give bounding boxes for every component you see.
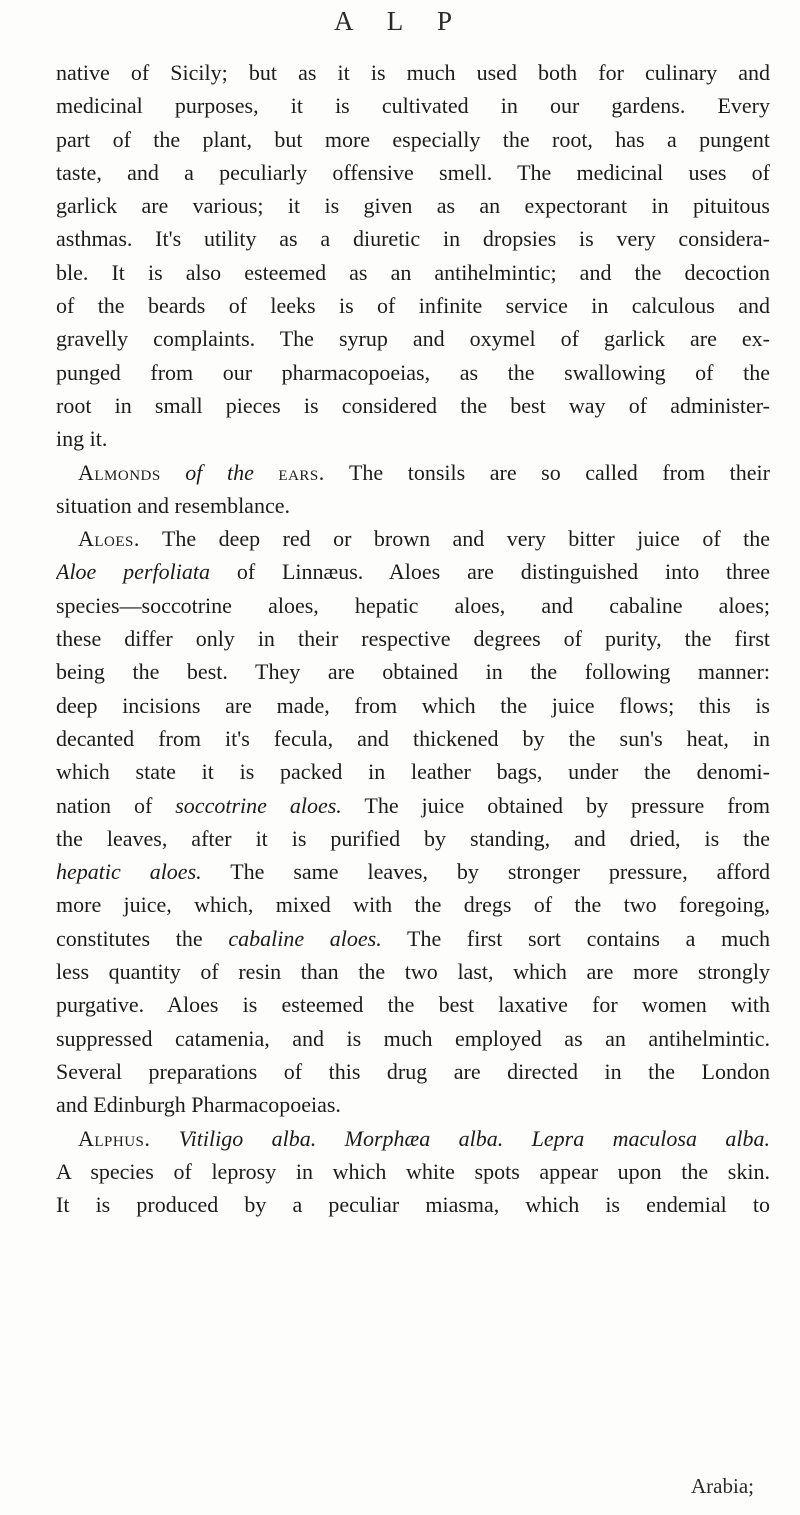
- text-line: [56, 1122, 770, 1155]
- headword: Aloes.: [78, 526, 140, 552]
- botanical-name: Aloe perfoliata: [56, 559, 210, 585]
- italic-term: cabaline aloes.: [228, 925, 382, 951]
- text-line: the leaves, after it is purified by standing, and dried, is the: [56, 825, 770, 851]
- text-line: punged from our pharmacopoeias, as the swallowing of the: [56, 359, 770, 385]
- text-line: gravelly complaints. The syrup and oxymel of garlick are ex-: [56, 326, 770, 352]
- text-line: A species of leprosy in which white spots appear upon the skin.: [56, 1158, 770, 1184]
- text-line: ble. It is also esteemed as an antihelmintic; and the decoction: [56, 259, 770, 285]
- text-line: species—soccotrine aloes, hepatic aloes, and cabaline aloes;: [56, 592, 770, 618]
- text-line: of the beards of leeks is of infinite service in calculous and: [56, 293, 770, 319]
- dictionary-text: [56, 56, 770, 1221]
- definition-text: nation of: [56, 792, 153, 818]
- text-line: It is produced by a peculiar miasma, which is endemial to: [56, 1192, 770, 1218]
- text-line: and Edinburgh Pharmacopoeias.: [56, 1092, 341, 1118]
- definition-text: constitutes the: [56, 925, 203, 951]
- text-line: suppressed catamenia, and is much employed as an antihelmintic.: [56, 1025, 770, 1051]
- catchword: Arabia;: [691, 1474, 754, 1498]
- definition-text: The same leaves, by stronger pressure, afford: [230, 859, 770, 885]
- definition-text: The first sort contains a much: [407, 925, 770, 951]
- text-line: [56, 922, 770, 955]
- text-line: taste, and a peculiarly offensive smell. The medicinal uses of: [56, 159, 770, 185]
- text-line: medicinal purposes, it is cultivated in our gardens. Every: [56, 93, 770, 119]
- headword-qualifier: of the: [185, 459, 254, 485]
- headword: Almonds: [78, 459, 161, 485]
- entry-garlick: [56, 56, 770, 456]
- headword: Alphus.: [78, 1125, 151, 1151]
- definition-text: of Linnæus. Aloes are distinguished into three: [236, 559, 770, 585]
- text-line: garlick are various; it is given as an expectorant in pituitous: [56, 193, 770, 219]
- text-line: situation and resemblance.: [56, 492, 290, 518]
- text-line: less quantity of resin than the two last, which are more strongly: [56, 959, 770, 985]
- text-line: [56, 555, 770, 588]
- text-line: part of the plant, but more especially the root, has a pungent: [56, 126, 770, 152]
- text-line: decanted from it's fecula, and thickened by the sun's heat, in: [56, 725, 770, 751]
- italic-term: soccotrine aloes.: [175, 792, 342, 818]
- definition-text: The tonsils are so called from their: [348, 459, 770, 485]
- entry-almonds: [56, 456, 770, 523]
- entry-alphus: [56, 1122, 770, 1222]
- text-line: deep incisions are made, from which the juice flows; this is: [56, 692, 770, 718]
- text-line: asthmas. It's utility as a diuretic in dropsies is very considera-: [56, 226, 770, 252]
- text-line: [56, 855, 770, 888]
- text-line: root in small pieces is considered the best way of administer-: [56, 392, 770, 418]
- headword-continued: ears.: [278, 459, 325, 485]
- text-line: which state it is packed in leather bags, under the denomi-: [56, 759, 770, 785]
- entry-aloes: [56, 522, 770, 1121]
- text-line: these differ only in their respective degrees of purity, the first: [56, 626, 770, 652]
- text-line: ing it.: [56, 426, 108, 452]
- synonyms: Vitiligo alba. Morphæa alba. Lepra maculosa alba.: [178, 1125, 770, 1151]
- text-line: purgative. Aloes is esteemed the best laxative for women with: [56, 992, 770, 1018]
- definition-text: The deep red or brown and very bitter juice of the: [161, 526, 770, 552]
- running-head: A L P: [333, 6, 466, 36]
- italic-term: hepatic aloes.: [56, 859, 202, 885]
- text-line: more juice, which, mixed with the dregs of the two foregoing,: [56, 892, 770, 918]
- text-line: [56, 522, 770, 555]
- text-line: [56, 456, 770, 489]
- text-line: native of Sicily; but as it is much used both for culinary and: [56, 60, 770, 85]
- text-line: [56, 789, 770, 822]
- text-line: Several preparations of this drug are directed in the London: [56, 1058, 770, 1084]
- text-line: being the best. They are obtained in the following manner:: [56, 659, 770, 685]
- definition-text: The juice obtained by pressure from: [364, 792, 770, 818]
